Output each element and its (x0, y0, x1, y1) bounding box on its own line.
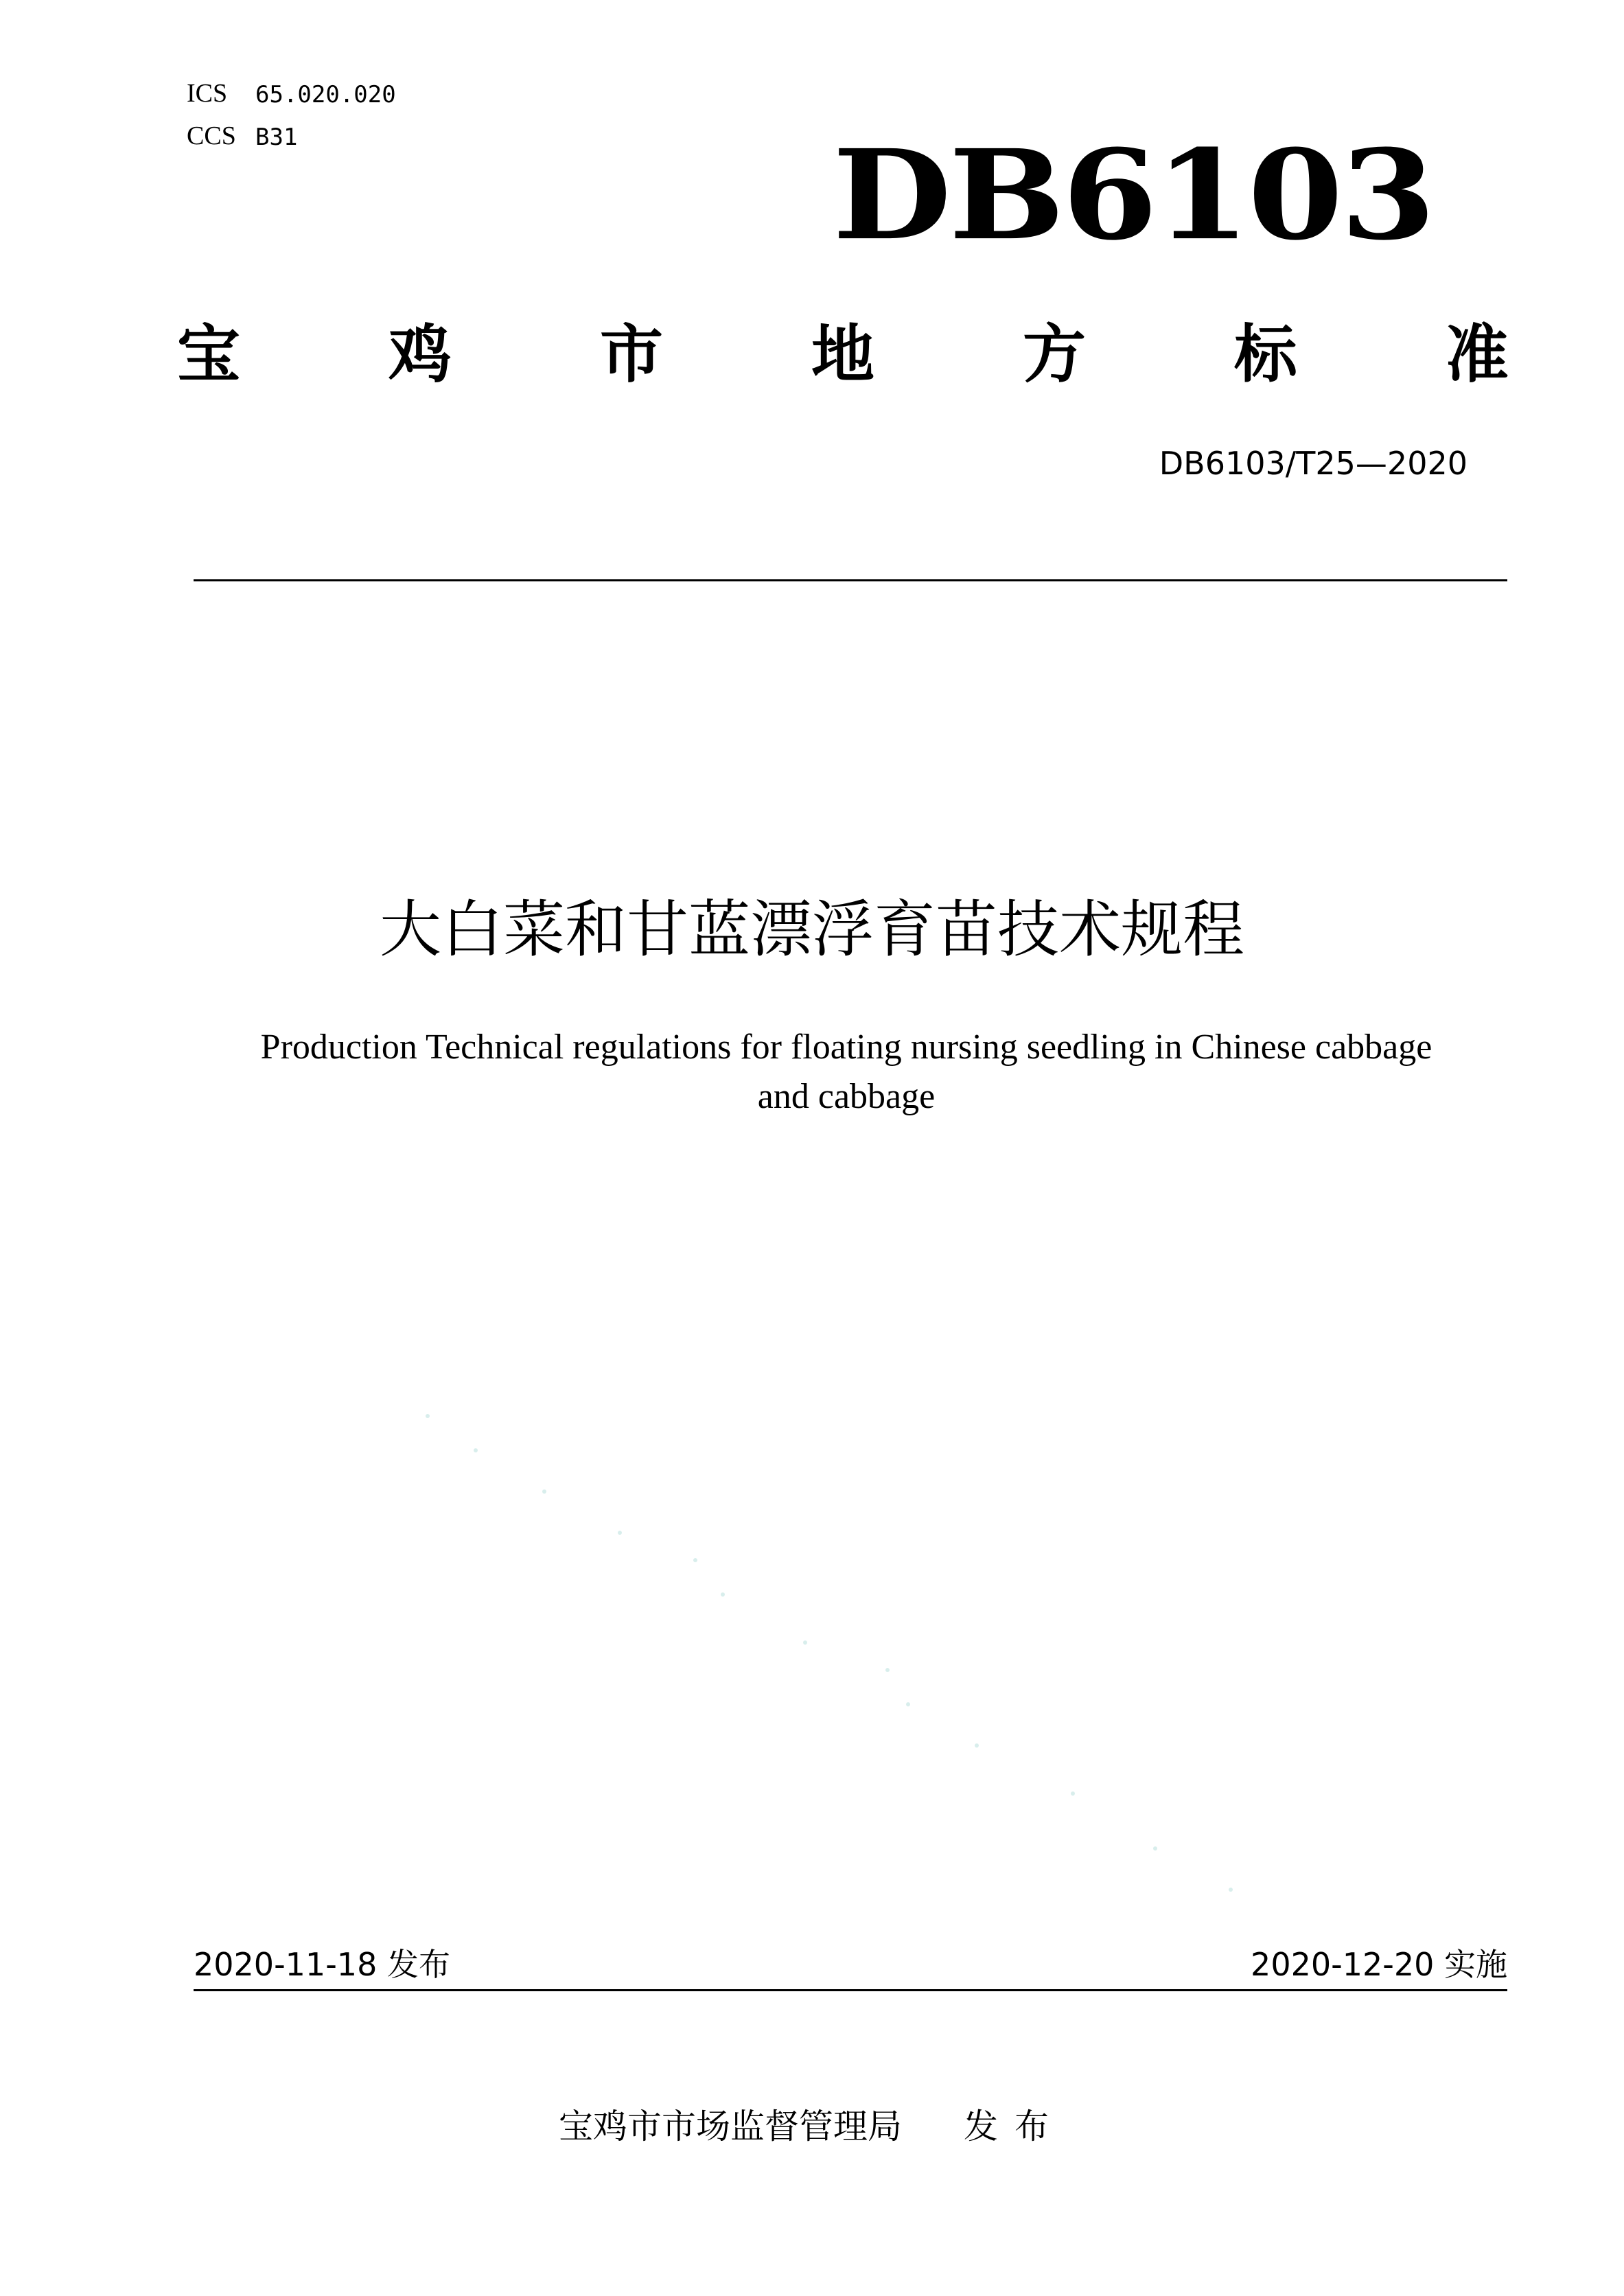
issuer-line (0, 2099, 1624, 2148)
heading-char: 标 (1233, 318, 1297, 391)
publish-date: 2020-11-18 发布 (194, 1946, 450, 1983)
heading-char: 市 (599, 318, 663, 391)
ccs-label: CCS (187, 121, 236, 150)
heading-char: 准 (1445, 318, 1509, 391)
standard-number: DB6103/T25—2020 (1159, 445, 1468, 482)
title-en-line-2: and cabbage (757, 1077, 936, 1116)
heading-char: 地 (811, 318, 874, 391)
implement-date: 2020-12-20 实施 (1251, 1946, 1507, 1983)
heading-char: 鸡 (388, 318, 452, 391)
standard-logo: DB6103 (832, 122, 1433, 268)
ics-label: ICS (187, 79, 228, 108)
bottom-divider (194, 1989, 1507, 1991)
document-title-zh: 大白菜和甘蓝漂浮育苗技术规程 (380, 894, 1244, 966)
issuer-name: 宝鸡市市场监督管理局 (559, 2107, 902, 2146)
ccs-value: B31 (255, 124, 298, 151)
heading-char: 方 (1022, 318, 1086, 391)
issuer-action: 发布 (964, 2107, 1065, 2146)
standard-type-heading (177, 317, 1509, 393)
title-en-line-1: Production Technical regulations for floating nursing seedling in Chinese cabbage (260, 1028, 1432, 1067)
ics-value: 65.020.020 (255, 81, 396, 108)
heading-char: 宝 (177, 318, 241, 391)
document-title-en (194, 1023, 1498, 1122)
top-divider (194, 579, 1507, 581)
